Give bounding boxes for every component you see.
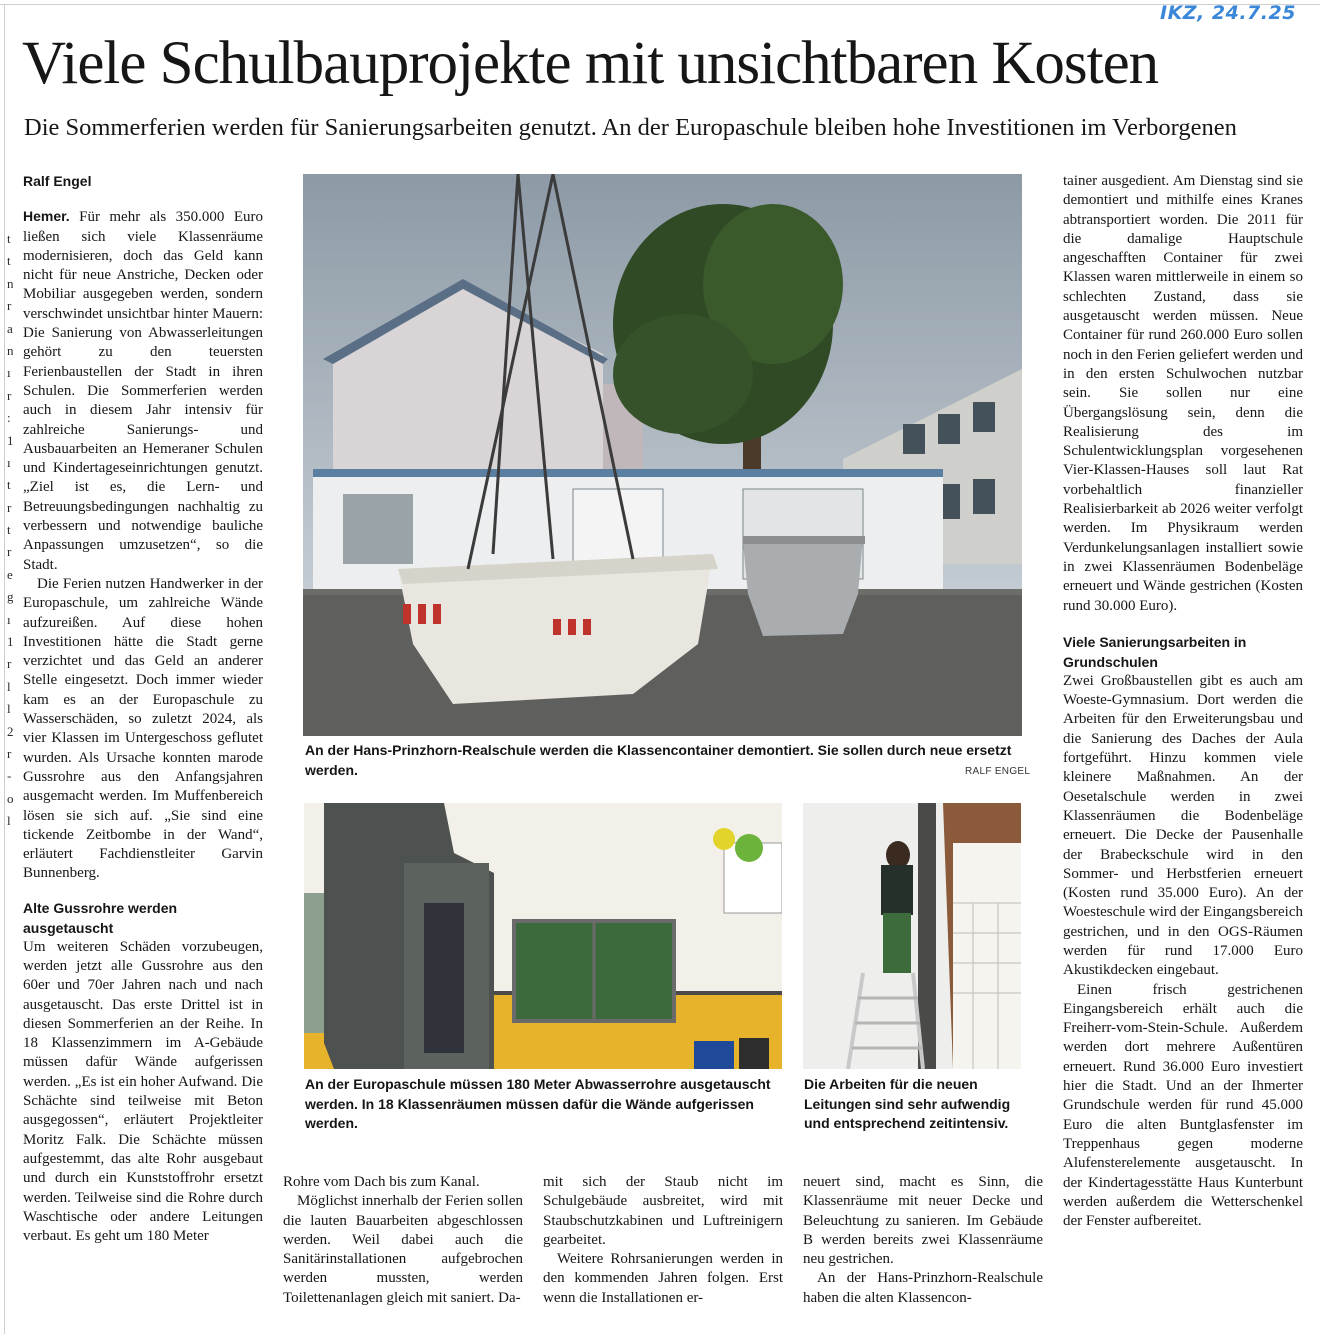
paragraph: mit sich der Staub nicht im Schulgebäude ausbreitet, wird mit Staubschutzkabinen und Luftreinigern gearbeitet.	[543, 1174, 783, 1248]
neighbor-column-letter: n	[7, 275, 13, 291]
neighbor-column-letter: r	[7, 656, 12, 672]
photo-container-removal	[303, 174, 1022, 736]
neighbor-column-letter: r	[7, 387, 12, 403]
subheading-gussrohre: Alte Gussrohre werden ausgetauscht	[23, 899, 178, 936]
photo-dust-protection-cabin	[304, 803, 782, 1069]
neighbor-column-letter: n	[7, 342, 13, 358]
paragraph: neuert sind, macht es Sinn, die Klassenräume mit neuer Decke und Beleuchtung zu sanieren. Im Gebäude B werden bereits zwei Klassenräume neu gestrichen.	[803, 1174, 1043, 1268]
neighbor-column-letter: t	[7, 477, 11, 493]
paragraph: Rohre vom Dach bis zum Kanal.	[283, 1174, 480, 1190]
neighbor-column-letter: e	[7, 566, 13, 582]
neighbor-column-letter: t	[7, 231, 11, 246]
page-border-left	[4, 4, 5, 1334]
article-column-1	[23, 172, 263, 1246]
article-column-2	[283, 1173, 523, 1308]
paragraph: Die Ferien nutzen Handwerker in der Europaschule, um zahlreiche Wände aufzureißen. Auf diese hohen Investitionen hätte die Stadt gerne verzichtet und das Geld an anderer Stelle eingesetzt. Doch immer wieder kam es an der Europaschule zu Wasserschäden, so zuletzt 2024, als vier Klassen im Untergeschoss geflutet wurden. Als Ursache konnten marode Gussrohre aus den Anfangsjahren ausgemacht werden. Im Muffenbereich lösen sie sich auf. „Sie sind eine tickende Zeitbombe in der Wand“, erläutert Fachdienstleiter Garvin Bunnenberg.	[23, 575, 263, 882]
paragraph: Einen frisch gestrichenen Eingangsbereich erhält auch die Freiherr-vom-Stein-Schule. Außerdem werden dort mehrere Außentüren erneuert. Rund 36.000 Euro investiert hier die Stadt. Und an der Ihmerter Grundschule werden für rund 45.000 Euro die alten Buntglasfenster im Treppenhaus gegen moderne Alufensterelemente ausgetauscht. In der Kindertagesstätte Haus Kunterbunt werden außerdem die Wetterschenkel der Fenster aufbereitet.	[1063, 981, 1303, 1230]
photo-worker-on-ladder	[803, 803, 1021, 1069]
neighbor-column-letter: :	[7, 410, 11, 426]
neighbor-column-letter: ı	[7, 611, 11, 627]
neighbor-column-letter: ı	[7, 365, 11, 381]
page-border-top	[0, 4, 1320, 5]
paragraph: tainer ausgedient. Am Dienstag sind sie demontiert und mithilfe eines Kranes abtransportiert worden. Die 2011 für die damalige Hauptschule angeschafften Container für zwei Klassen waren mittlerweile in einem so schlechten Zustand, dass sie ausgetauscht werden müssen. Neue Container für rund 260.000 Euro sollen noch in den Ferien geliefert werden und in den ersten Schulwochen nutzbar sein. Sie sollen nur eine Übergangslösung sein, denn die Realisierung des im Schulentwicklungsplan vorgesehenen Vier-Klassen-Hauses soll laut Rat vorbehaltlich finanzieller Realisierbarkeit ab 2026 weiter verfolgt werden. Im Physikraum werden Verdunkelungsanlagen installiert sowie in zwei Klassenräumen Bodenbeläge erneuert und Wände gestrichen (Kosten rund 30.000 Euro).	[1063, 173, 1303, 614]
paragraph-text: Für mehr als 350.000 Euro ließen sich viele Klassenräume modernisieren, doch das Geld kann nicht für neue Anstriche, Decken oder Mobiliar ausgegeben werden, sondern verschwindet unsichtbar hinter Mauern: Die Sanierung von Abwasserleitungen gehört zu den teuersten Ferienbaustellen der Stadt in ihren Schulen. Die Sommerferien werden auch in diesem Jahr intensiv für zahlreiche Sanierungs- und Ausbauarbeiten an Hemeraner Schulen und Kindertageseinrichtungen genutzt. „Ziel ist es, die Lern- und Betreuungsbedingungen nachhaltig zu verbessern und notwendige bauliche Anpassungen umzusetzen“, so die Stadt.	[23, 209, 264, 573]
subheading-grundschulen: Viele Sanierungsarbeiten in Grundschulen	[1063, 633, 1247, 670]
article-column-5	[1063, 172, 1303, 1231]
subheadline: Die Sommerferien werden für Sanierungsarbeiten genutzt. An der Europaschule bleiben hohe Investitionen im Verborgenen	[24, 114, 1237, 141]
paragraph	[23, 207, 263, 575]
author-byline: Ralf Engel	[23, 173, 92, 189]
paragraph: Um weiteren Schäden vorzubeugen, werden jetzt alle Gussrohre aus den 60er und 70er Jahren nach und nach ausgetauscht. Das erste Drittel ist in diesen Sommerferien an der Reihe. In 18 Klassenzimmern im A-Gebäude müssen dafür Wände aufgerissen werden. „Es ist ein hoher Aufwand. Die Schächte sind teilweise mit Beton ausgegossen“, erläutert Projektleiter Moritz Falk. Die Schächte müssen aufgestemmt, das alte Rohr ausgebaut und durch ein Kunststoffrohr ersetzt werden. Teilweise sind die Rohre durch Waschtische oder andere Leitungen verbaut. Es geht um 180 Meter	[23, 938, 263, 1245]
neighbor-column-letter: 1	[7, 432, 13, 448]
paragraph: Möglichst innerhalb der Ferien sollen die lauten Bauarbeiten abgeschlossen werden. Weil dabei auch die Sanitärinstallationen aufgebrochen werden mussten, werden Toilettenanlagen gleich mit saniert. Da-	[283, 1193, 523, 1306]
paragraph: Weitere Rohrsanierungen werden in den kommenden Jahren folgen. Erst wenn die Installationen er-	[543, 1251, 783, 1306]
neighbor-column-letter: o	[7, 790, 13, 806]
neighbor-column-letter: t	[7, 522, 11, 538]
neighbor-column-letter: r	[7, 745, 12, 761]
photo-credit: RALF ENGEL	[965, 766, 1031, 777]
neighbor-column-letter: l	[7, 701, 11, 717]
neighbor-column-letter: r	[7, 298, 12, 314]
dateline: Hemer.	[23, 208, 70, 225]
neighbor-column-letter: t	[7, 253, 11, 269]
neighbor-column-letter: ı	[7, 454, 11, 470]
neighbor-column-letter: g	[7, 589, 13, 605]
neighbor-column-letter: a	[7, 320, 13, 336]
neighbor-column-letter: l	[7, 813, 11, 829]
caption-left-photo: An der Europaschule müssen 180 Meter Abwasserrohre ausgetauscht werden. In 18 Klassenräumen müssen dafür die Wände aufgerissen werden.	[305, 1076, 771, 1131]
article-column-3	[543, 1173, 783, 1308]
neighbor-column-letter: -	[7, 768, 12, 784]
caption-right-photo: Die Arbeiten für die neuen Leitungen sind sehr aufwendig und entsprechend zeitintensiv.	[804, 1076, 1011, 1131]
paragraph: Zwei Großbaustellen gibt es auch am Woeste-Gymnasium. Dort werden die Arbeiten für den Erweiterungsbau und die Sanierung des Daches der Aula fortgeführt. Hinzu kommen viele kleinere Maßnahmen. An der Oesetalschule werden in zwei Klassenräumen die Bodenbeläge erneuert. Die Decke der Pausenhalle der Brabeckschule wird in den Sommer- und Herbstferien erneuert (Kosten rund 35.000 Euro). An der Woesteschule wird der Eingangsbereich gestrichen, und in den OGS-Räumen werden für rund 17.000 Euro Akustikdecken eingebaut.	[1063, 672, 1303, 979]
headline: Viele Schulbauprojekte mit unsichtbaren Kosten	[22, 30, 1159, 97]
neighbor-column-letter: r	[7, 544, 12, 560]
article-column-4	[803, 1173, 1043, 1308]
neighbor-column-letter: 1	[7, 634, 13, 650]
paragraph: An der Hans-Prinzhorn-Realschule haben die alten Klassencon-	[803, 1270, 1043, 1306]
neighbor-column-fragment	[7, 228, 13, 833]
neighbor-column-letter: 2	[7, 723, 13, 739]
neighbor-column-letter: r	[7, 499, 12, 515]
neighbor-column-letter: l	[7, 678, 11, 694]
handwritten-date-stamp: IKZ, 24.7.25	[1160, 2, 1296, 24]
caption-main-photo: An der Hans-Prinzhorn-Realschule werden die Klassencontainer demontiert. Sie sollen durch neue ersetzt werden.	[305, 742, 1012, 778]
